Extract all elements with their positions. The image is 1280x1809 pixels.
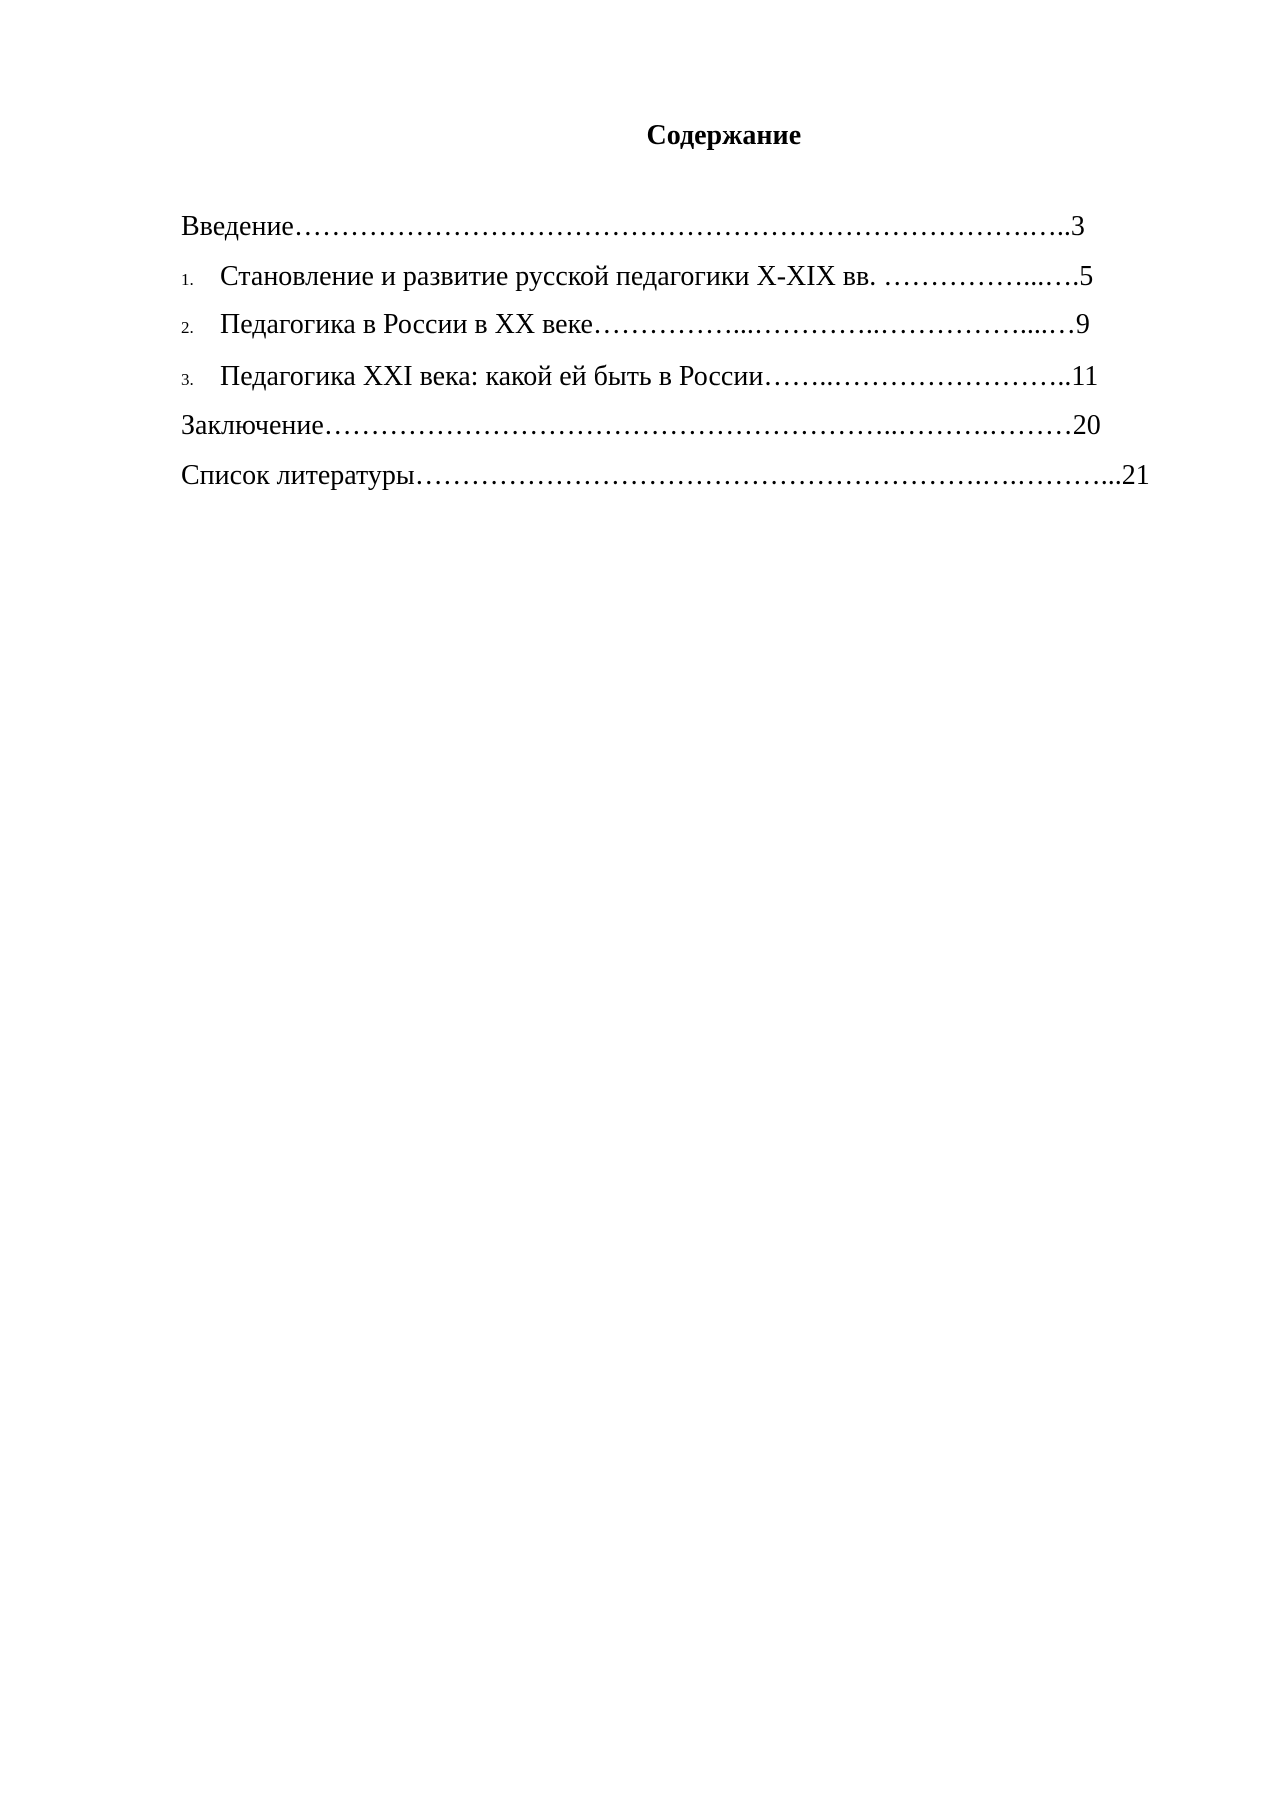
toc-entry-conclusion xyxy=(181,409,1101,443)
toc-entry-page: 20 xyxy=(1072,410,1101,441)
toc-entry-leader: …………………………………………………………………….….. xyxy=(293,211,1071,242)
toc-entry-page: 5 xyxy=(1079,261,1094,292)
toc-entry-number: 3. xyxy=(181,370,194,389)
toc-entry-page: 11 xyxy=(1071,361,1099,392)
toc-entry-text: Становление и развитие русской педагогики X-XIX вв. xyxy=(220,261,884,292)
toc-entry-text: Заключение xyxy=(181,410,324,441)
toc-entry-page: 21 xyxy=(1121,460,1150,491)
toc-entry-text: Педагогика XXI века: какой ей быть в России xyxy=(220,361,764,392)
toc-entry-leader: …………………………………………………….….………... xyxy=(414,460,1122,491)
toc-entry-text: Педагогика в России в XX веке xyxy=(220,309,593,340)
toc-entry-leader: ……………...…………..……………....… xyxy=(592,309,1076,340)
toc-entry-references xyxy=(181,459,1150,493)
toc-entry-leader: ……..…………………….. xyxy=(763,361,1072,392)
toc-entry-chapter-1 xyxy=(181,260,1093,297)
toc-entry-number: 1. xyxy=(181,270,194,289)
toc-entry-text: Введение xyxy=(181,211,294,242)
toc-title: Содержание xyxy=(646,120,802,151)
toc-entry-page: 3 xyxy=(1070,211,1085,242)
toc-entry-text: Список литературы xyxy=(181,460,415,491)
toc-entry-leader: ……………...…. xyxy=(883,261,1080,292)
toc-entry-introduction xyxy=(181,210,1085,244)
toc-entry-chapter-3 xyxy=(181,360,1098,397)
toc-entry-chapter-2 xyxy=(181,308,1090,345)
toc-entry-number: 2. xyxy=(181,318,194,337)
toc-entry-leader: ……………………………………………………..……….……… xyxy=(323,410,1073,441)
toc-entry-page: 9 xyxy=(1075,309,1090,340)
